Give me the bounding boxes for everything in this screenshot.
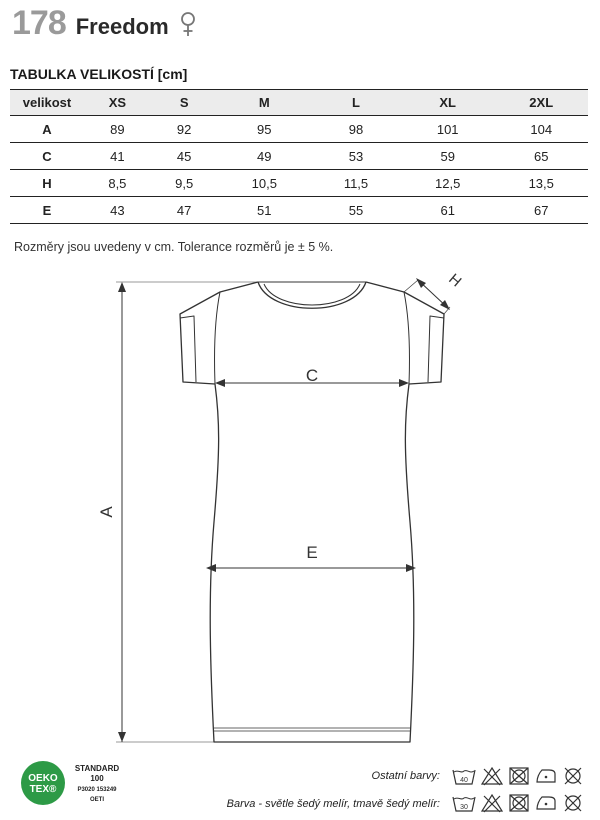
measure-a-label: A (97, 506, 116, 518)
table-row (10, 197, 588, 224)
table-row (10, 143, 588, 170)
no-tumble-dry-icon (508, 766, 530, 786)
no-bleach-icon (480, 793, 504, 813)
table-cell: 59 (401, 143, 495, 170)
iron-low-icon (534, 793, 558, 813)
iron-low-icon (534, 766, 558, 786)
care-icons-grey (452, 793, 584, 813)
row-label: H (10, 170, 84, 197)
size-xl: XL (401, 90, 495, 116)
no-dry-clean-icon (562, 766, 584, 786)
care-label-other-colors: Ostatní barvy: (371, 770, 440, 782)
standard-number: 100 (90, 774, 104, 783)
table-cell: 9,5 (151, 170, 218, 197)
table-cell: 47 (151, 197, 218, 224)
table-cell: 95 (218, 116, 312, 143)
table-cell: 55 (311, 197, 401, 224)
oeko-text-2: TEX® (29, 784, 57, 795)
table-cell: 8,5 (84, 170, 151, 197)
dress-diagram (0, 262, 600, 752)
measure-h-label: H (445, 270, 465, 291)
table-cell: 49 (218, 143, 312, 170)
model-name: Freedom (75, 14, 169, 39)
care-icons-other (452, 766, 584, 786)
table-row (10, 116, 588, 143)
institute-code: OETI (89, 797, 104, 803)
oeko-tex-logo (20, 760, 66, 806)
table-cell: 89 (84, 116, 151, 143)
size-table-header-row (10, 90, 588, 116)
table-cell: 104 (494, 116, 588, 143)
wash-40-icon (452, 766, 476, 786)
wash-temp: 40 (460, 777, 468, 784)
measure-a (116, 282, 258, 742)
wash-temp: 30 (460, 804, 468, 811)
table-row (10, 170, 588, 197)
oeko-text-1: OEKO (28, 773, 58, 784)
table-cell: 61 (401, 197, 495, 224)
table-cell: 45 (151, 143, 218, 170)
table-cell: 65 (494, 143, 588, 170)
table-cell: 11,5 (311, 170, 401, 197)
measure-e-label: E (306, 543, 318, 562)
header (12, 4, 197, 44)
wash-30-icon (452, 793, 476, 813)
table-cell: 51 (218, 197, 312, 224)
table-cell: 92 (151, 116, 218, 143)
standard-100-block (70, 764, 124, 804)
table-cell: 98 (311, 116, 401, 143)
table-cell: 67 (494, 197, 588, 224)
table-cell: 10,5 (218, 170, 312, 197)
measure-c-label: C (305, 366, 319, 385)
standard-label: STANDARD (74, 764, 120, 773)
table-cell: 13,5 (494, 170, 588, 197)
table-cell: 101 (401, 116, 495, 143)
row-header: velikost (10, 90, 84, 116)
row-label: C (10, 143, 84, 170)
row-label: E (10, 197, 84, 224)
table-cell: 12,5 (401, 170, 495, 197)
size-s: S (151, 90, 218, 116)
size-table-title: TABULKA VELIKOSTÍ [cm] (10, 66, 188, 82)
size-2xl: 2XL (494, 90, 588, 116)
table-cell: 43 (84, 197, 151, 224)
table-cell: 53 (311, 143, 401, 170)
certificate-code: P3020 153249 (77, 787, 117, 793)
no-tumble-dry-icon (508, 793, 530, 813)
care-label-grey-melange: Barva - světle šedý melír, tmavě šedý melír: (226, 798, 440, 810)
size-table (10, 89, 588, 224)
tolerance-note: Rozměry jsou uvedeny v cm. Tolerance rozměrů je ± 5 %. (14, 240, 334, 254)
model-number: 178 (12, 4, 66, 42)
no-bleach-icon (480, 766, 504, 786)
table-cell: 41 (84, 143, 151, 170)
size-l: L (311, 90, 401, 116)
dress-outline (180, 282, 444, 742)
no-dry-clean-icon (562, 793, 584, 813)
row-label: A (10, 116, 84, 143)
size-xs: XS (84, 90, 151, 116)
measure-e (206, 564, 416, 572)
size-m: M (218, 90, 312, 116)
female-icon (179, 11, 197, 37)
